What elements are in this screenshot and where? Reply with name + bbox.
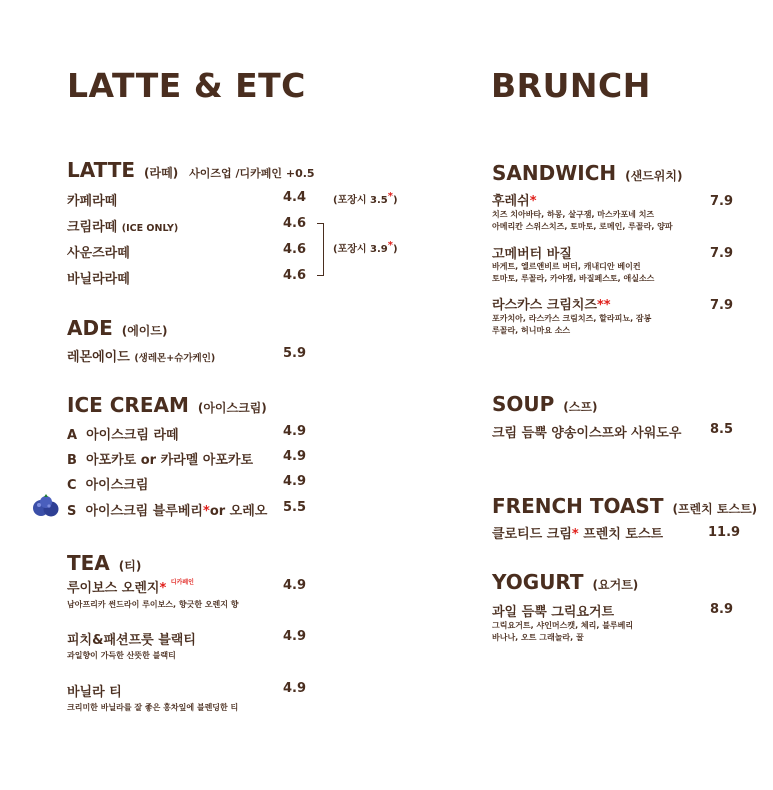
- menu-item-greek-yogurt: 과일 듬뿍 그릭요거트: [492, 605, 615, 620]
- desc-greek-yogurt: 그릭요거트, 샤인머스캣, 체리, 블루베리 바나나, 오트 그래놀라, 꿀: [492, 621, 634, 642]
- menu-item-cream-latte: 크림라떼 (ICE ONLY): [67, 220, 179, 235]
- desc-vanilla-tea: 크리미한 바닐라를 잘 좋은 홍차잎에 블렌딩한 티: [67, 703, 239, 712]
- desc-fresh: 치즈 치아바타, 하몽, 살구잼, 마스카포네 치즈 아메리칸 스위스치즈, 토마토, 로메인, 루꼴라, 양파: [492, 210, 673, 231]
- latte-sub: (라떼): [144, 166, 179, 180]
- menu-item-lemonade: 레몬에이드 (생레몬+슈가케인): [67, 350, 216, 365]
- menu-item-ice-cream-c: C 아이스크림: [67, 478, 149, 493]
- menu-item-mushroom-soup: 크림 듬뿍 양송이스프와 사워도우: [492, 426, 682, 441]
- section-title-brunch: BRUNCH: [491, 66, 651, 105]
- price-rooibos-orange: 4.9: [283, 578, 307, 593]
- price-ice-cream-b: 4.9: [283, 449, 307, 464]
- blueberry-icon: [31, 493, 61, 519]
- price-peach-passion: 4.9: [283, 629, 307, 644]
- price-clotted-cream-toast: 11.9: [708, 525, 741, 540]
- price-cream-latte: 4.6: [283, 216, 307, 231]
- latte-note: 사이즈업 /디카페인 +0.5: [189, 167, 315, 180]
- menu-item-vanilla-tea: 바닐라 티: [67, 685, 122, 700]
- menu-item-fresh: 후레쉬*: [492, 194, 537, 209]
- price-ice-cream-c: 4.9: [283, 474, 307, 489]
- menu-item-rooibos-orange: 루이보스 오렌지* $^{디카페인}$: [67, 579, 194, 596]
- latte-heading: [67, 158, 315, 182]
- menu-item-gourmet-butter-basil: 고메버터 바질: [492, 247, 572, 262]
- price-sounds-latte: 4.6: [283, 242, 307, 257]
- menu-item-ice-cream-a: A 아이스크림 라떼: [67, 428, 179, 443]
- sandwich-heading: SANDWICH (샌드위치): [492, 161, 683, 185]
- section-title-latte-etc: LATTE & ETC: [67, 66, 306, 105]
- price-gourmet-butter-basil: 7.9: [710, 246, 734, 261]
- price-fresh: 7.9: [710, 194, 734, 209]
- price-vanilla-latte: 4.6: [283, 268, 307, 283]
- menu-item-clotted-cream-toast: 클로티드 크림* 프렌치 토스트: [492, 527, 664, 542]
- price-cafe-latte: 4.4: [283, 190, 307, 205]
- menu-item-peach-passion: 피치&패션프룻 블랙티: [67, 633, 196, 648]
- takeout-note-1: (포장시 3.5*): [333, 191, 398, 206]
- ice-cream-heading: ICE CREAM (아이스크림): [67, 393, 267, 417]
- menu-item-vanilla-latte: 바닐라라떼: [67, 272, 130, 287]
- desc-rooibos-orange: 남아프리카 썬드라이 루이보스, 향긋한 오렌지 향: [67, 600, 239, 609]
- price-ice-cream-a: 4.9: [283, 424, 307, 439]
- price-lascas-cream-cheese: 7.9: [710, 298, 734, 313]
- soup-heading: SOUP (스프): [492, 392, 598, 416]
- yogurt-heading: YOGURT (요거트): [492, 570, 639, 594]
- ade-heading: ADE (에이드): [67, 316, 168, 340]
- desc-lascas-cream-cheese: 포카치아, 라스카스 크림치즈, 할라피뇨, 잠봉 루꼴라, 허니마요 소스: [492, 314, 652, 335]
- french-toast-heading: FRENCH TOAST (프렌치 토스트): [492, 494, 758, 518]
- menu-item-sounds-latte: 사운즈라떼: [67, 246, 130, 261]
- price-greek-yogurt: 8.9: [710, 602, 734, 617]
- menu-item-cafe-latte: 카페라떼: [67, 194, 118, 209]
- menu-item-lascas-cream-cheese: 라스카스 크림치즈**: [492, 298, 611, 313]
- takeout-bracket: [317, 223, 324, 276]
- desc-peach-passion: 과일향이 가득한 산뜻한 블랙티: [67, 651, 176, 660]
- price-vanilla-tea: 4.9: [283, 681, 307, 696]
- price-lemonade: 5.9: [283, 346, 307, 361]
- latte-name: LATTE: [67, 158, 136, 182]
- price-ice-cream-s: 5.5: [283, 500, 307, 515]
- menu-item-ice-cream-s: S 아이스크림 블루베리*or 오레오: [67, 504, 268, 519]
- takeout-note-2: (포장시 3.9*): [333, 240, 398, 255]
- price-mushroom-soup: 8.5: [710, 422, 734, 437]
- desc-gourmet-butter-basil: 바게트, 엘르앤비르 버터, 캐내디안 베이컨 토마토, 루꼴라, 카야잼, 바질페스토, 애실소스: [492, 262, 655, 283]
- tea-heading: TEA (티): [67, 551, 142, 575]
- menu-item-ice-cream-b: B 아포카토 or 카라멜 아포카토: [67, 453, 254, 468]
